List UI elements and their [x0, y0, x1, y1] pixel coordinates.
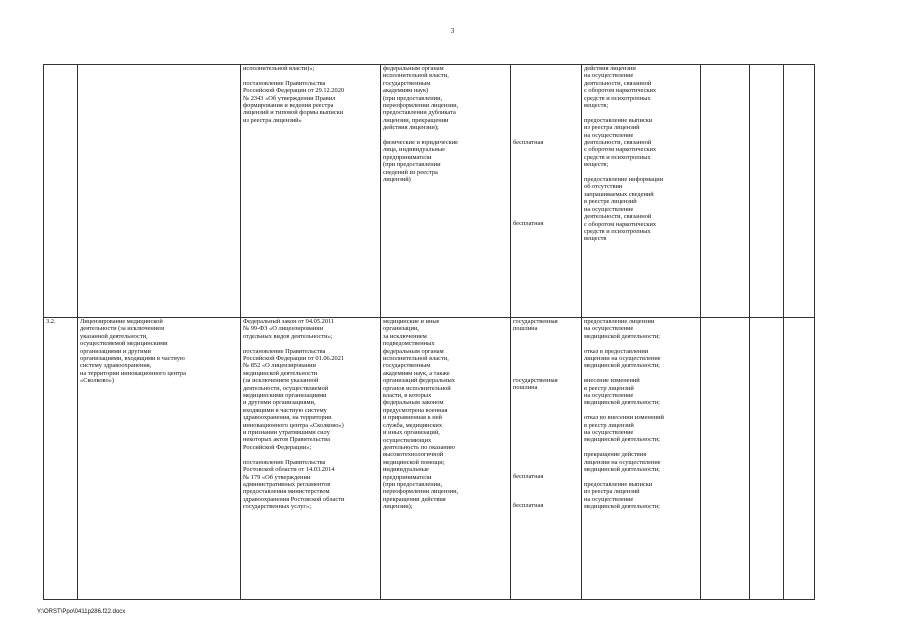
applicant-paragraph: федеральным органам исполнительной власти, государственным академиям наук) (при предоставлении, переоформлении лицензии, предоставлении дубликата лицензии, прекращении действия лицензии);	[383, 65, 459, 132]
fee-column	[511, 65, 582, 318]
result-paragraph: действия лицензии на осуществление деятельности, связанной с оборотом наркотических средств и психотропных веществ;	[584, 65, 657, 110]
fee-label: бесплатная	[513, 502, 544, 510]
applicants	[381, 65, 511, 318]
empty-cell	[750, 65, 784, 318]
fee-label: государственная пошлина	[513, 318, 558, 333]
fee-label: бесплатная	[513, 220, 544, 228]
result-paragraph: прекращение действия лицензии на осуществление медицинской деятельности;	[584, 451, 661, 474]
result-paragraph: отказ в предоставлении лицензии на осуществление медицинской деятельности;	[584, 347, 661, 370]
fee-label: бесплатная	[513, 472, 544, 480]
result-paragraph: предоставление выписки из реестра лицензий на осуществление медицинской деятельности;	[584, 480, 660, 511]
result-paragraph: предоставление выписки из реестра лицензий на осуществление деятельности, связанной с оборотом наркотических средств и психотропных веществ;	[584, 116, 657, 169]
empty-cell	[784, 65, 815, 318]
service-name	[78, 65, 241, 318]
row-number: 3.2.	[44, 318, 78, 600]
empty-cell	[701, 65, 750, 318]
legal-paragraph: постановление Правительства Российской Федерации от 01.06.2021 № 852 «О лицензировании медицинской деятельности (за исключением указанной деятельности, осуществляемой медицинскими организациями и другими организациями, входящими в частную систему здравоохранения, на территории инновационного центра «Сколково») и признании утратившими силу некоторых актов Правительства Российской Федерации»;	[243, 347, 345, 451]
empty-cell	[701, 318, 750, 600]
legal-paragraph: Федеральный закон от 04.05.2011 № 99-ФЗ «О лицензировании отдельных видов деятельности»;	[243, 318, 335, 340]
page-number: 3	[450, 27, 455, 35]
legal-basis	[241, 318, 381, 600]
legal-basis	[241, 65, 381, 318]
legal-paragraph: постановление Правительства Ростовской области от 14.03.2014 № 179 «Об утверждении административных регламентов предоставления министерством здравоохранения Ростовской области государственных услуг»;	[243, 458, 345, 511]
applicant-paragraph: физические и юридические лица, индивидуальные предприниматели (при предоставлении сведений из реестра лицензий)	[383, 139, 458, 184]
fee-label: государственная пошлина	[513, 376, 558, 392]
results	[582, 318, 701, 600]
results	[582, 65, 701, 318]
row-number	[44, 65, 78, 318]
fee-label: бесплатная	[513, 139, 544, 146]
service-name: Лицензирование медицинской деятельности (за исключением указанной деятельности, осуществляемой медицинскими организациями и другими организациями, входящими в частную систему здравоохранения, на территории инновационного центра «Сколково»)	[78, 318, 241, 600]
empty-cell	[750, 318, 784, 600]
fee-column	[511, 318, 582, 600]
applicants: медицинские и иные организации, за исключением подведомственных федеральным органам исполнительной власти, государственным академиям наук, а также организаций федеральных органов исполнительной власти, в которых федеральным законом предусмотрена военная и приравненная к ней служба, медицинских и иных организаций, осуществляющих деятельность по оказанию высокотехнологичной медицинской помощи; индивидуальные предприниматели (при предоставлении, переоформлении лицензии, прекращении действия лицензии);	[381, 318, 511, 600]
result-paragraph: отказ во внесении изменений в реестр лицензий на осуществление медицинской деятельности;	[584, 414, 664, 444]
table-row	[44, 318, 815, 600]
result-paragraph: предоставление информации об отсутствии запрашиваемых сведений в реестре лицензий на осуществление деятельности, связанной с оборотом наркотических средств и психотропных веществ	[584, 176, 664, 243]
services-table	[43, 64, 815, 600]
file-path-footer: Y:\ORST\Ppo\0411p286.f22.docx	[37, 609, 126, 615]
result-paragraph: внесение изменений в реестр лицензий на осуществление медицинской деятельности;	[584, 377, 660, 407]
legal-paragraph: исполнительной власти)»;	[243, 65, 315, 72]
table-row	[44, 65, 815, 318]
legal-paragraph: постановление Правительства Российской Федерации от 29.12.2020 № 2343 «Об утверждении Правил формирования и ведения реестра лицензий и типовой формы выписки из реестра лицензий»	[243, 79, 345, 124]
empty-cell	[784, 318, 815, 600]
result-paragraph: предоставление лицензии на осуществление медицинской деятельности;	[584, 318, 660, 340]
